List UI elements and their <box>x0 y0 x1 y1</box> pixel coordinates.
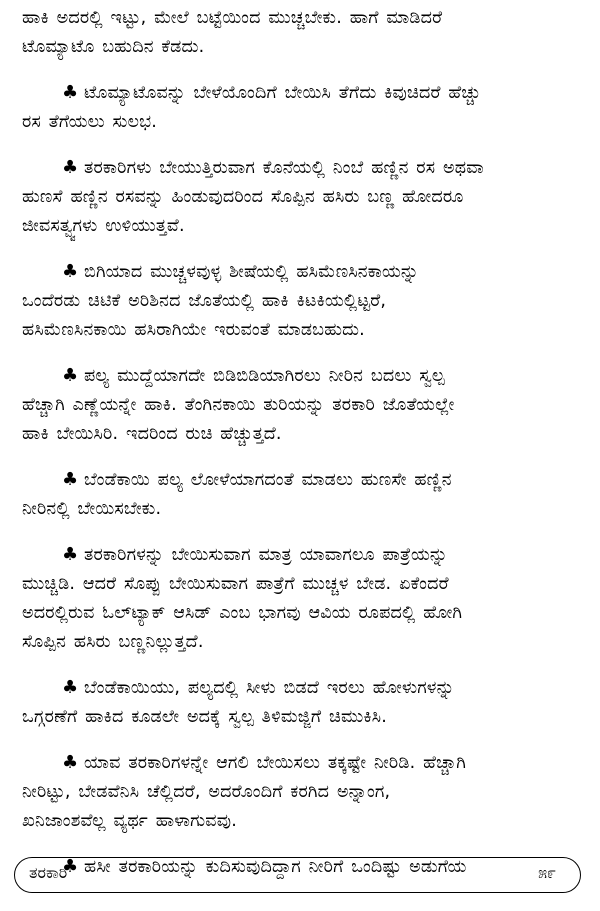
text-line <box>22 33 580 62</box>
line-text: ಟೊಮ್ಯಾಟೊವನ್ನು ಬೇಳೆಯೊಂದಿಗೆ ಬೇಯಿಸಿ ತೆಗೆದು ಕಿವುಚಿದರೆ ಹೆಚ್ಚು <box>84 83 481 103</box>
text-line <box>22 465 580 495</box>
text-line <box>22 4 580 33</box>
paragraph <box>22 673 580 732</box>
line-text: ಹಾಕಿ ಬೇಯಿಸಿರಿ. ಇದರಿಂದ ರುಚಿ ಹೆಚ್ಚುತ್ತದೆ. <box>22 424 282 444</box>
paragraph <box>22 465 580 524</box>
line-text: ಹೆಚ್ಚಾಗಿ ಎಣ್ಣೆಯನ್ನೇ ಹಾಕಿ. ತೆಂಗಿನಕಾಯಿ ತುರಿಯನ್ನು ತರಕಾರಿ ಜೊತೆಯಲ್ಲೇ <box>22 395 455 415</box>
line-text: ಹಾಕಿ ಅದರಲ್ಲಿ ಇಟ್ಟು, ಮೇಲೆ ಬಟ್ಟೆಯಿಂದ ಮುಚ್ಚಬೇಕು. ಹಾಗೆ ಮಾಡಿದರೆ <box>22 8 443 28</box>
footer-section-title: ತರಕಾರಿ <box>29 863 68 882</box>
club-bullet-icon: ♣ <box>62 677 79 698</box>
line-text: ನೀರಿನಲ್ಲಿ ಬೇಯಿಸಬೇಕು. <box>22 499 162 519</box>
line-text: ಬಿಗಿಯಾದ ಮುಚ್ಚಳವುಳ್ಳ ಶೀಷೆಯಲ್ಲಿ ಹಸಿಮೆಣಸಿನಕಾಯನ್ನು <box>84 262 419 282</box>
paragraph <box>22 4 580 62</box>
line-text: ತರಕಾರಿಗಳನ್ನು ಬೇಯಿಸುವಾಗ ಮಾತ್ರ ಯಾವಾಗಲೂ ಪಾತ್ರೆಯನ್ನು <box>84 545 448 565</box>
paragraph <box>22 361 580 449</box>
line-text: ಒಂದೆರಡು ಚಿಟಿಕೆ ಅರಿಶಿನದ ಜೊತೆಯಲ್ಲಿ ಹಾಕಿ ಕಿಟಕಿಯಲ್ಲಿಟ್ಟರೆ, <box>22 291 387 311</box>
line-text: ಟೊಮ್ಯಾಟೊ ಬಹುದಿನ ಕೆಡದು. <box>22 37 205 57</box>
text-line <box>22 540 580 570</box>
text-line <box>22 628 580 657</box>
line-text: ಹಸಿಮೆಣಸಿನಕಾಯಿ ಹಸಿರಾಗಿಯೇ ಇರುವಂತೆ ಮಾಡಬಹುದು. <box>22 320 365 340</box>
line-text: ಹುಣಸೆ ಹಣ್ಣಿನ ರಸವನ್ನು ಹಿಂಡುವುದರಿಂದ ಸೊಪ್ಪಿನ ಹಸಿರು ಬಣ್ಣ ಹೋದರೂ <box>22 187 464 207</box>
text-line <box>22 108 580 137</box>
text-line <box>22 257 580 287</box>
page-footer <box>14 857 581 893</box>
text-line <box>22 316 580 345</box>
line-text: ಪಲ್ಯ ಮುದ್ದೆಯಾಗದೇ ಬಿಡಿಬಿಡಿಯಾಗಿರಲು ನೀರಿನ ಬದಲು ಸ್ವಲ್ಪ <box>84 366 445 386</box>
club-bullet-icon: ♣ <box>62 157 79 178</box>
text-line <box>22 153 580 183</box>
club-bullet-icon: ♣ <box>62 469 79 490</box>
paragraph <box>22 78 580 137</box>
line-text: ಮುಚ್ಚಿಡಿ. ಆದರೆ ಸೊಪ್ಪು ಬೇಯಿಸುವಾಗ ಪಾತ್ರೆಗೆ ಮುಚ್ಚಳ ಬೇಡ. ಏಕೆಂದರೆ <box>22 574 449 594</box>
text-line <box>22 703 580 732</box>
text-line <box>22 183 580 212</box>
paragraph <box>22 748 580 836</box>
line-text: ಒಗ್ಗರಣೆಗೆ ಹಾಕಿದ ಕೂಡಲೇ ಅದಕ್ಕೆ ಸ್ವಲ್ಪ ತಿಳಿಮಜ್ಜಿಗೆ ಚಿಮುಕಿಸಿ. <box>22 707 388 727</box>
club-bullet-icon: ♣ <box>62 544 79 565</box>
footer-page-number: ೫೯ <box>538 863 556 882</box>
line-text: ಅದರಲ್ಲಿರುವ ಓಲ್‌ಟ್ಯಾಕ್ ಆಸಿಡ್ ಎಂಬ ಭಾಗವು ಆವಿಯ ರೂಪದಲ್ಲಿ ಹೋಗಿ <box>22 603 463 623</box>
club-bullet-icon: ♣ <box>62 82 79 103</box>
line-text: ಯಾವ ತರಕಾರಿಗಳನ್ನೇ ಆಗಲಿ ಬೇಯಿಸಲು ತಕ್ಕಷ್ಟೇ ನೀರಿಡಿ. ಹೆಚ್ಚಾಗಿ <box>84 753 466 773</box>
club-bullet-icon: ♣ <box>62 261 79 282</box>
line-text: ಬೆಂಡೆಕಾಯಿ ಪಲ್ಯ ಲೋಳೆಯಾಗದಂತೆ ಮಾಡಲು ಹುಣಸೇ ಹಣ್ಣಿನ <box>84 470 452 490</box>
text-line <box>22 599 580 628</box>
text-line <box>22 287 580 316</box>
text-line <box>22 78 580 108</box>
paragraph <box>22 257 580 345</box>
text-line <box>22 748 580 778</box>
text-line <box>22 570 580 599</box>
line-text: ಬೆಂಡೆಕಾಯಿಯು, ಪಲ್ಯದಲ್ಲಿ ಸೀಳು ಬಿಡದೆ ಇರಲು ಹೋಳುಗಳನ್ನು <box>84 678 455 698</box>
line-text: ಜೀವಸತ್ವ್ವಗಳು ಉಳಿಯುತ್ತವೆ. <box>22 216 185 236</box>
paragraph <box>22 153 580 241</box>
text-line <box>22 361 580 391</box>
line-text: ಸೊಪ್ಪಿನ ಹಸಿರು ಬಣ್ಣನಿಲ್ಲುತ್ತದೆ. <box>22 632 204 652</box>
text-line <box>22 807 580 836</box>
line-text: ಖನಿಜಾಂಶವೆಲ್ಲ ವ್ಯರ್ಥ ಹಾಳಾಗುವವು. <box>22 811 237 831</box>
text-line <box>22 778 580 807</box>
text-line <box>22 391 580 420</box>
text-line <box>22 673 580 703</box>
club-bullet-icon: ♣ <box>62 365 79 386</box>
line-text: ಹಸೀ ತರಕಾರಿಯನ್ನು ಕುದಿಸುವುದಿದ್ದಾಗ ನೀರಿಗೆ ಒಂದಿಷ್ಟು ಅಡುಗೆಯ <box>84 857 467 877</box>
text-line <box>22 420 580 449</box>
paragraph <box>22 540 580 657</box>
text-line <box>22 495 580 524</box>
text-line <box>22 212 580 241</box>
line-text: ನೀರಿಟ್ಟು, ಬೇಡವೆನಿಸಿ ಚೆಲ್ಲಿದರೆ, ಅದರೊಂದಿಗೆ ಕರಗಿದ ಅನ್ನಾಂಗ, <box>22 782 391 802</box>
club-bullet-icon: ♣ <box>62 752 79 773</box>
line-text: ರಸ ತೆಗೆಯಲು ಸುಲಭ. <box>22 112 158 132</box>
page-body <box>22 4 580 898</box>
line-text: ತರಕಾರಿಗಳು ಬೇಯುತ್ತಿರುವಾಗ ಕೊನೆಯಲ್ಲಿ ನಿಂಬೆ ಹಣ್ಣಿನ ರಸ ಅಥವಾ <box>84 158 484 178</box>
club-bullet-icon: ♣ <box>62 856 79 877</box>
